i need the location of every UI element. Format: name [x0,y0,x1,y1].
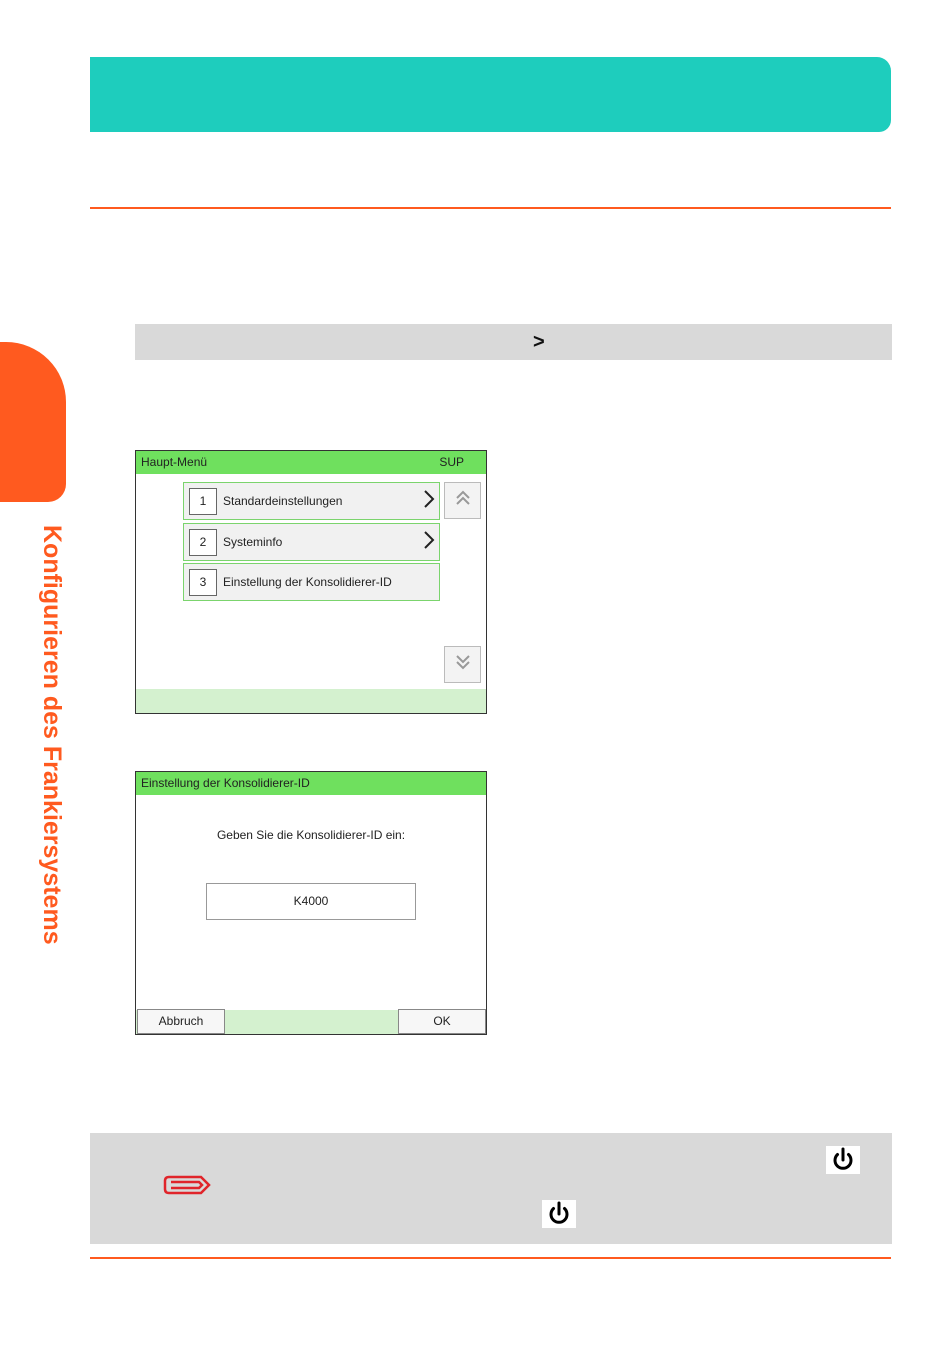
screen-title-bar [136,772,486,795]
note-box [90,1133,892,1244]
ok-button[interactable]: OK [398,1009,486,1034]
chapter-label-wrap [35,525,67,1015]
power-icon [826,1146,860,1174]
menu-item-standardeinstellungen[interactable] [183,482,440,520]
paperclip-note-icon [163,1173,213,1202]
chevron-right-icon [423,530,435,554]
menu-item-label: Standardeinstellungen [223,494,343,508]
main-menu-screen [135,450,487,714]
softkey-bar [136,1010,486,1034]
chevron-right-icon [423,489,435,513]
chapter-tab [0,342,66,502]
menu-item-number: 3 [189,569,217,596]
consolidator-id-screen [135,771,487,1035]
menu-item-systeminfo[interactable] [183,523,440,561]
screen-title-bar [136,451,486,474]
header-bar [90,57,891,132]
path-separator: > [533,331,545,353]
cancel-button[interactable]: Abbruch [137,1009,225,1034]
screen-title: Haupt-Menü [141,455,208,469]
bottom-divider [90,1257,891,1259]
user-level: SUP [439,455,464,469]
top-divider [90,207,891,209]
double-chevron-up-icon [454,490,472,506]
scroll-down-button[interactable] [444,646,481,683]
screen-title: Einstellung der Konsolidierer-ID [141,776,310,790]
power-icon [542,1200,576,1228]
chapter-label: Konfigurieren des Frankiersystems [38,525,66,945]
double-chevron-down-icon [454,654,472,670]
menu-item-label: Einstellung der Konsolidierer-ID [223,575,392,589]
menu-item-number: 2 [189,529,217,556]
consolidator-id-input[interactable]: K4000 [206,883,416,920]
menu-path-bar [135,324,892,360]
scroll-up-button[interactable] [444,482,481,519]
menu-item-label: Systeminfo [223,535,283,549]
menu-item-number: 1 [189,488,217,515]
menu-item-konsolidierer-id[interactable] [183,563,440,601]
screen-footer [136,689,486,713]
input-prompt: Geben Sie die Konsolidierer-ID ein: [216,828,406,842]
